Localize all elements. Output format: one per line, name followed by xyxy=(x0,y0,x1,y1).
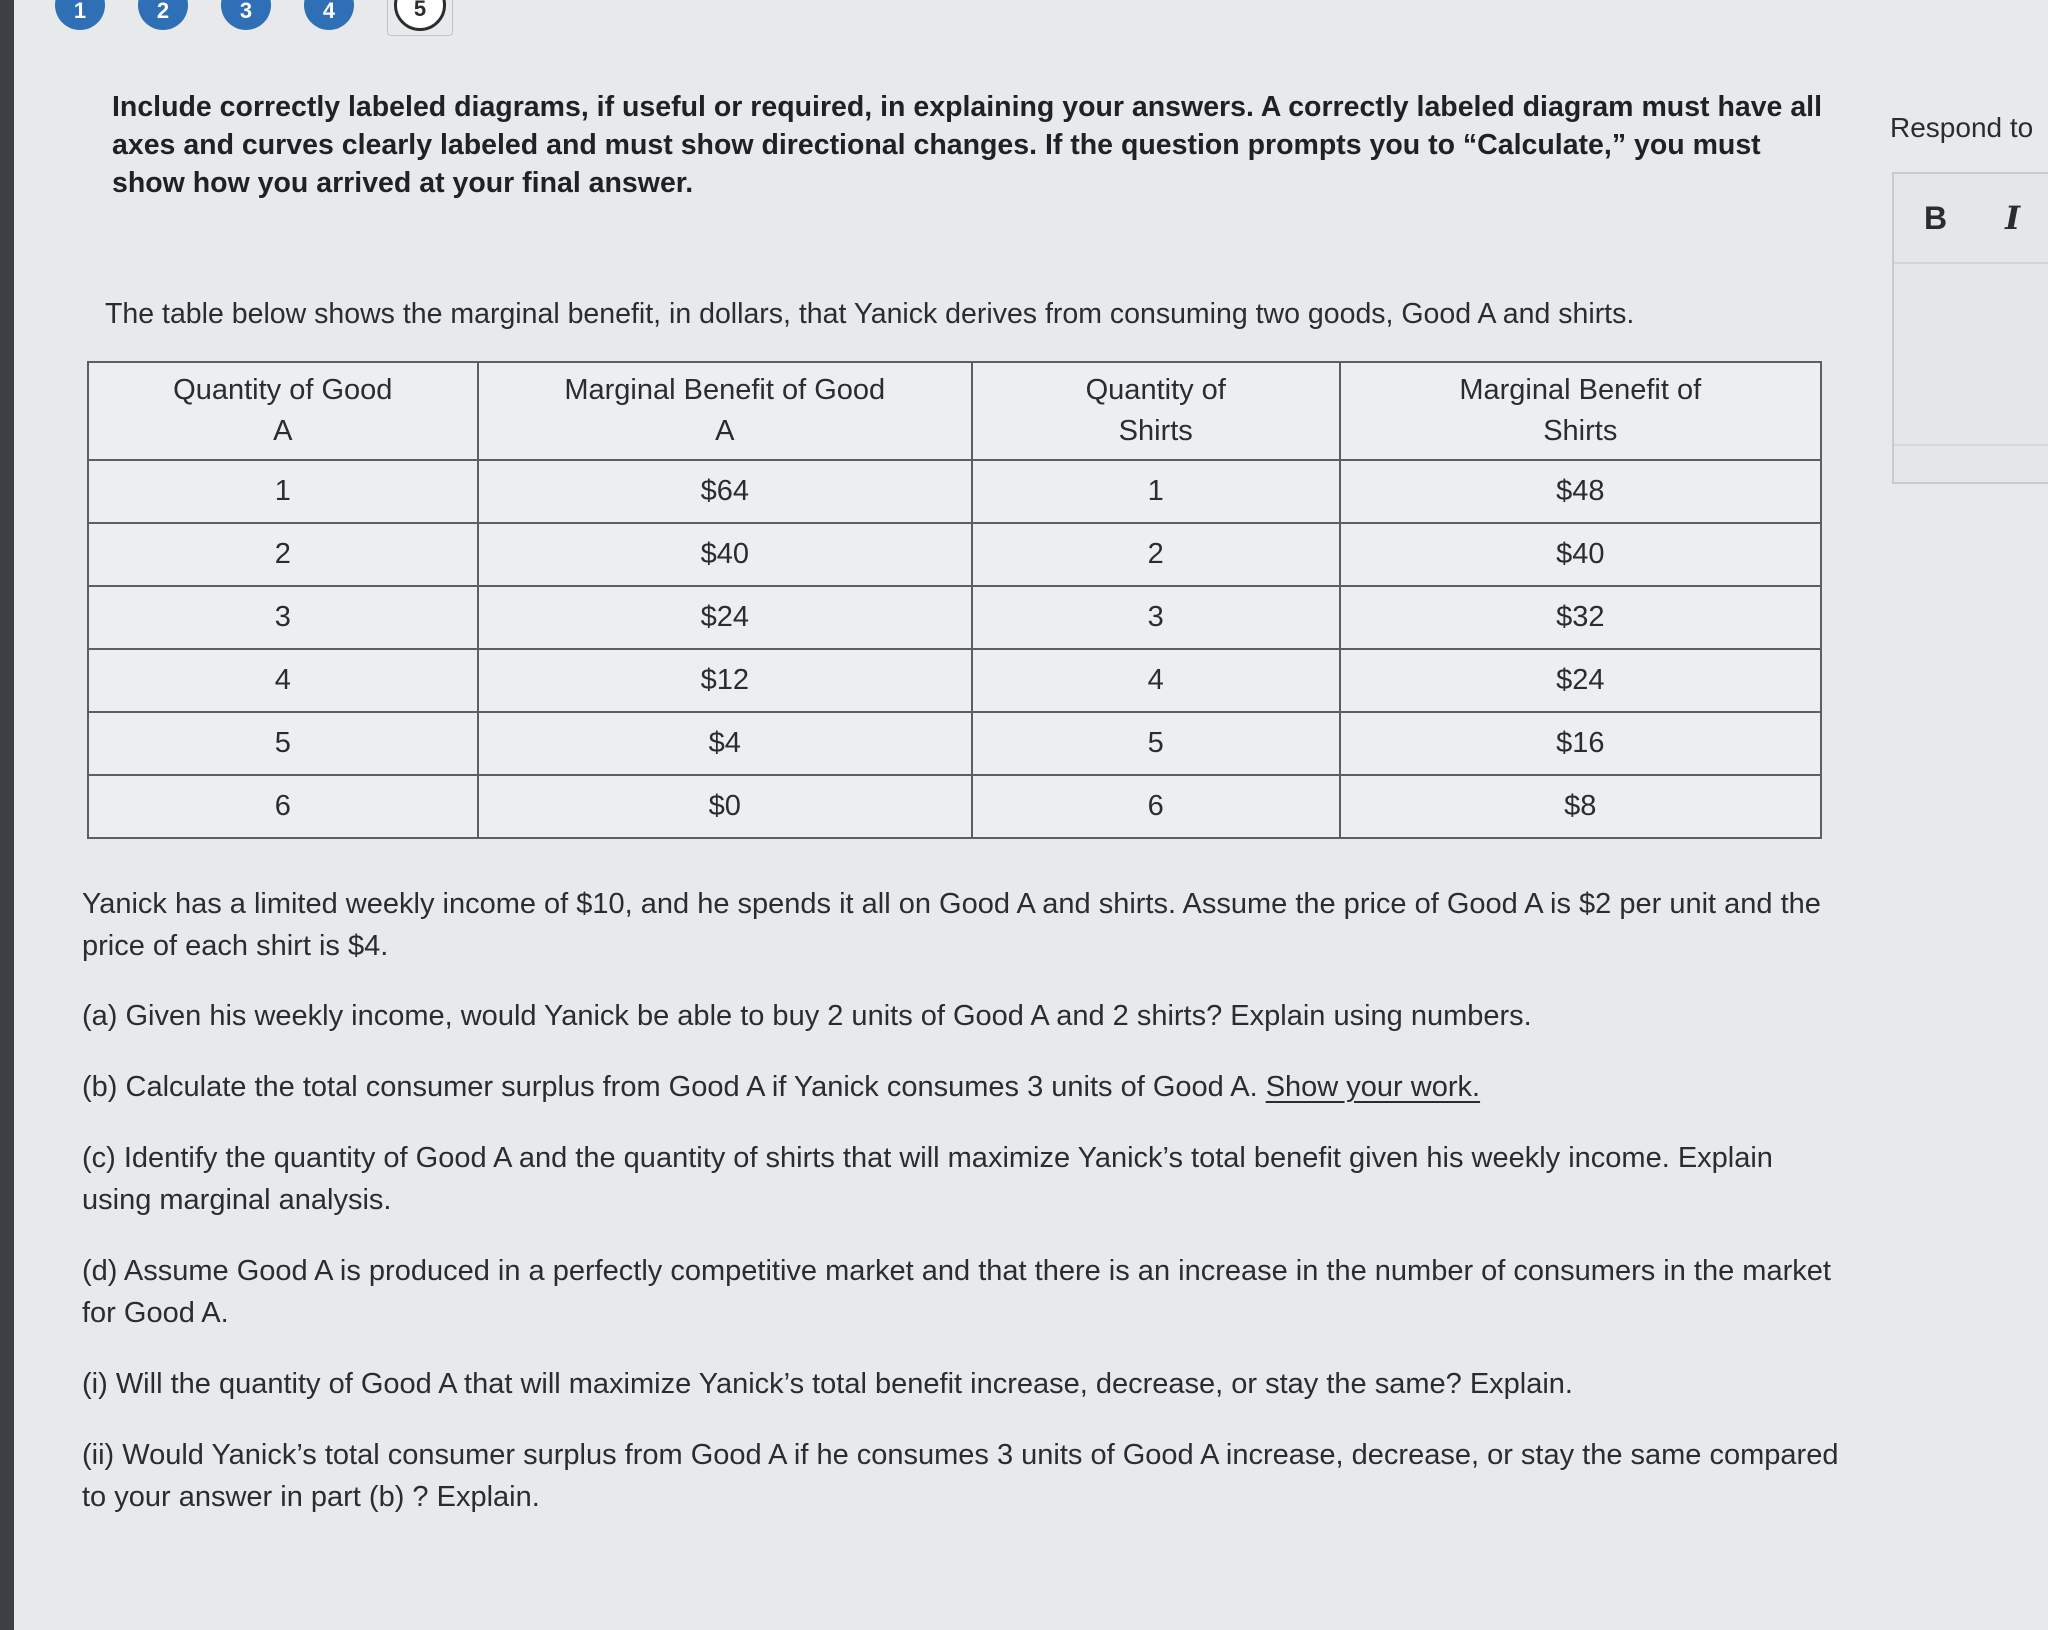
table-cell: $12 xyxy=(478,649,972,712)
current-question-indicator: 5 xyxy=(394,0,446,31)
question-button-3[interactable]: 3 xyxy=(221,0,271,30)
header-mb-good-a: Marginal Benefit of Good A xyxy=(478,362,972,460)
question-content xyxy=(82,88,1839,1547)
part-b xyxy=(82,1066,1842,1108)
table-cell: 6 xyxy=(88,775,478,838)
show-your-work-emphasis: Show your work. xyxy=(1265,1071,1481,1103)
question-button-2[interactable]: 2 xyxy=(138,0,188,30)
header-quantity-good-a: Quantity of Good A xyxy=(88,362,478,460)
part-c: (c) Identify the quantity of Good A and the quantity of shirts that will maximize Yanick’s total benefit given his weekly income. Explain using marginal analysis. xyxy=(82,1142,1773,1216)
table-cell: 5 xyxy=(88,712,478,775)
window-left-edge xyxy=(0,0,14,1630)
header-mb-shirts: Marginal Benefit of Shirts xyxy=(1340,362,1821,460)
instructions-text: Include correctly labeled diagrams, if useful or required, in explaining your answers. A correctly labeled diagram must have all axes and curves clearly labeled and must show directional changes. If the question prompts you to “Calculate,” you must show how you arrived at your final answer. xyxy=(112,91,1823,199)
table-cell: $40 xyxy=(1340,523,1821,586)
part-d-i: (i) Will the quantity of Good A that will maximize Yanick’s total benefit increase, decrease, or stay the same? Explain. xyxy=(82,1368,1573,1400)
question-button-5-current[interactable] xyxy=(387,0,453,36)
table-cell: $8 xyxy=(1340,775,1821,838)
part-d: (d) Assume Good A is produced in a perfectly competitive market and that there is an increase in the number of consumers in the market for Good A. xyxy=(82,1255,1831,1329)
question-navigator xyxy=(55,0,486,36)
table-cell: 1 xyxy=(88,460,478,523)
table-cell: 1 xyxy=(972,460,1340,523)
table-row xyxy=(88,775,1821,838)
table-cell: 2 xyxy=(88,523,478,586)
italic-button[interactable]: I xyxy=(2005,199,2021,237)
table-row xyxy=(88,460,1821,523)
header-quantity-shirts: Quantity of Shirts xyxy=(972,362,1340,460)
table-row xyxy=(88,649,1821,712)
response-editor xyxy=(1892,172,2048,484)
table-row xyxy=(88,586,1821,649)
response-textarea[interactable] xyxy=(1894,264,2048,446)
table-cell: 4 xyxy=(88,649,478,712)
part-d-ii: (ii) Would Yanick’s total consumer surplus from Good A if he consumes 3 units of Good A increase, decrease, or stay the same compared to your answer in part (b) ? Explain. xyxy=(82,1439,1839,1513)
table-cell: $64 xyxy=(478,460,972,523)
editor-toolbar xyxy=(1894,174,2048,264)
table-cell: 3 xyxy=(972,586,1340,649)
marginal-benefit-table xyxy=(87,361,1822,839)
table-cell: $0 xyxy=(478,775,972,838)
table-row xyxy=(88,523,1821,586)
table-cell: $40 xyxy=(478,523,972,586)
table-intro-text: The table below shows the marginal benefit, in dollars, that Yanick derives from consuming two goods, Good A and shirts. xyxy=(105,298,1635,330)
table-cell: $48 xyxy=(1340,460,1821,523)
question-button-1[interactable]: 1 xyxy=(55,0,105,30)
table-cell: 2 xyxy=(972,523,1340,586)
table-cell: 3 xyxy=(88,586,478,649)
table-cell: 6 xyxy=(972,775,1340,838)
part-b-text: (b) Calculate the total consumer surplus from Good A if Yanick consumes 3 units of Good A. xyxy=(82,1071,1258,1103)
bold-button[interactable]: B xyxy=(1924,199,1948,236)
table-cell: $16 xyxy=(1340,712,1821,775)
table-cell: $32 xyxy=(1340,586,1821,649)
part-a: (a) Given his weekly income, would Yanick be able to buy 2 units of Good A and 2 shirts? Explain using numbers. xyxy=(82,1000,1532,1032)
table-cell: $24 xyxy=(478,586,972,649)
table-cell: 5 xyxy=(972,712,1340,775)
table-cell: 4 xyxy=(972,649,1340,712)
scenario-prompt: Yanick has a limited weekly income of $10, and he spends it all on Good A and shirts. Assume the price of Good A is $2 per unit and the price of each shirt is $4. xyxy=(82,888,1821,962)
question-button-4[interactable]: 4 xyxy=(304,0,354,30)
table-cell: $24 xyxy=(1340,649,1821,712)
respond-label: Respond to xyxy=(1890,112,2034,143)
table-row xyxy=(88,712,1821,775)
table-header-row xyxy=(88,362,1821,460)
table-cell: $4 xyxy=(478,712,972,775)
